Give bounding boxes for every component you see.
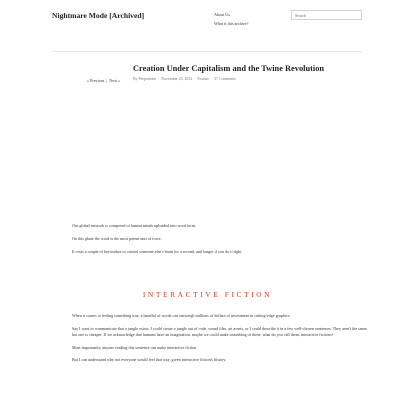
search-input[interactable] <box>291 10 362 20</box>
paragraph: Most importantly, anyone reading this sentence can make interactive fiction. <box>72 344 198 350</box>
paragraph: But I can understand why not everyone would feel that way, given interactive fiction's history. <box>72 357 227 363</box>
next-post-link[interactable]: Next » <box>109 78 121 83</box>
site-title[interactable] <box>52 11 162 21</box>
post-author[interactable]: By Peepeenine <box>133 77 157 81</box>
paragraph: It costs a couple of keystrokes to control someone else's brain for a second, and longer if you do it right. <box>72 248 243 254</box>
previous-post-link[interactable]: « Previous <box>87 78 105 83</box>
paragraph: Say I want to communicate that a jungle exists. I could create a jungle out of code, sound files, art assets, or I could describe it in a few well-chosen sentences. They aren't the same, but one is cheaper. If we acknowledge that humans have an imagination, maybe we could make something of these, what do you call them, interactive fictions? <box>72 325 368 337</box>
post-meta: By Peepeenine· November 23, 2012· Feature· 37 Comments <box>133 77 236 81</box>
post-date: November 23, 2012 <box>161 77 193 81</box>
site-title-link[interactable]: Nightmare Mode [Archived] <box>52 11 145 20</box>
section-heading: INTERACTIVE FICTION <box>142 290 273 299</box>
post-navigation <box>87 78 120 83</box>
header-divider <box>52 51 362 52</box>
post-category[interactable]: Feature <box>197 77 210 81</box>
post-nav-separator: | <box>106 78 108 83</box>
nav-item-archive-info[interactable]: What is this archive? <box>214 20 249 26</box>
post-title: Creation Under Capitalism and the Twine Revolution <box>133 64 325 73</box>
nav-item-about-us[interactable]: About Us <box>214 12 230 17</box>
post-comments-link[interactable]: 37 Comments <box>214 77 236 81</box>
paragraph: Our global network is composed of human minds uploaded into word form. <box>72 223 196 228</box>
paragraph: On this plane the word is the most potent unit of force. <box>72 235 162 241</box>
paragraph: When it comes to feeling something true, a handful of words can outweigh millions of dollars of investment in cutting-edge graphics. <box>72 313 291 318</box>
post-body <box>72 223 368 261</box>
post-body-section <box>72 313 368 370</box>
main-nav <box>214 11 248 28</box>
